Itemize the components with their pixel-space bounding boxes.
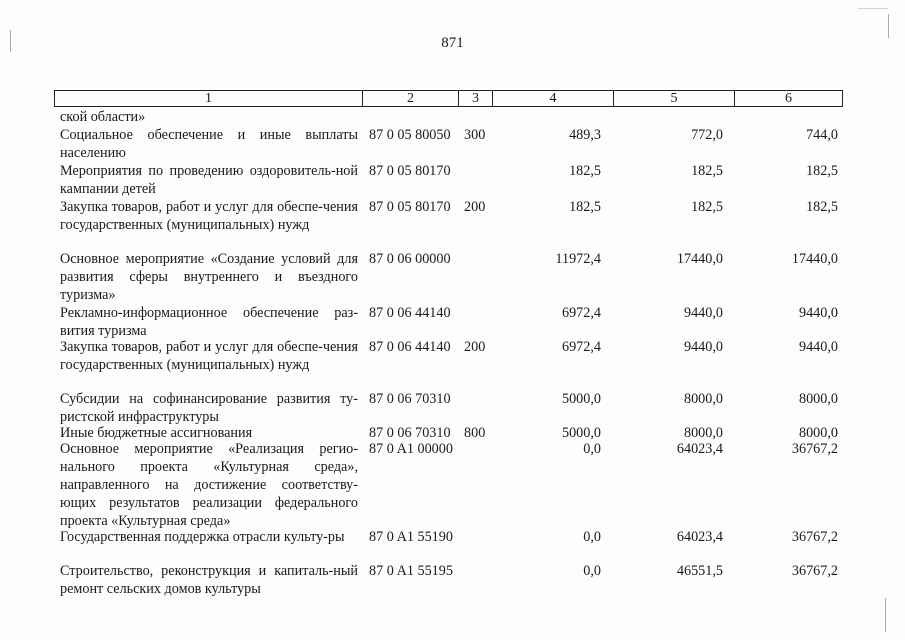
- row-value-1: 11972,4: [555, 251, 601, 267]
- row-type: 800: [464, 425, 486, 441]
- row-name: ской области»: [60, 109, 146, 125]
- header-col-3: 3: [459, 91, 493, 106]
- row-value-3: 744,0: [806, 127, 838, 143]
- row-value-2: 8000,0: [683, 425, 723, 441]
- header-col-4: 4: [493, 91, 614, 106]
- row-value-3: 17440,0: [791, 251, 838, 267]
- row-code: 87 0 06 44140: [369, 305, 451, 321]
- row-value-1: 182,5: [569, 163, 601, 179]
- row-type: 200: [464, 199, 486, 215]
- row-name: Государственная поддержка отрасли культу-ры: [60, 529, 345, 545]
- table-header: [54, 90, 843, 107]
- scan-mark: [10, 30, 11, 52]
- row-value-1: 0,0: [583, 529, 601, 545]
- row-value-2: 8000,0: [683, 391, 723, 407]
- row-code: 87 0 05 80050: [369, 127, 451, 143]
- row-type: 300: [464, 127, 486, 143]
- row-value-2: 17440,0: [676, 251, 723, 267]
- row-code: 87 0 A1 55190: [369, 529, 453, 545]
- row-code: 87 0 A1 00000: [369, 441, 453, 457]
- row-code: 87 0 05 80170: [369, 199, 451, 215]
- row-value-1: 5000,0: [561, 391, 601, 407]
- row-value-3: 182,5: [806, 199, 838, 215]
- row-name: Мероприятия по проведению оздоровитель-ной кампании детей: [60, 163, 358, 197]
- row-code: 87 0 06 70310: [369, 425, 451, 441]
- row-value-1: 6972,4: [561, 305, 601, 321]
- row-value-3: 36767,2: [791, 529, 838, 545]
- header-col-5: 5: [614, 91, 735, 106]
- scan-mark: [858, 8, 888, 9]
- row-value-3: 8000,0: [798, 391, 838, 407]
- header-col-6: 6: [785, 91, 792, 106]
- row-name: Закупка товаров, работ и услуг для обеспе-чения государственных (муниципальных) нужд: [60, 339, 358, 373]
- row-value-3: 182,5: [806, 163, 838, 179]
- row-name: Закупка товаров, работ и услуг для обеспе-чения государственных (муниципальных) нужд: [60, 199, 358, 233]
- row-value-3: 9440,0: [798, 339, 838, 355]
- row-value-2: 64023,4: [676, 529, 723, 545]
- row-value-1: 489,3: [569, 127, 601, 143]
- row-code: 87 0 A1 55195: [369, 563, 453, 579]
- row-value-1: 0,0: [583, 441, 601, 457]
- row-code: 87 0 05 80170: [369, 163, 451, 179]
- row-name: Основное мероприятие «Создание условий для развития сферы внутреннего и въездного туризма»: [60, 251, 358, 303]
- row-value-3: 36767,2: [791, 563, 838, 579]
- header-col-2: 2: [363, 91, 459, 106]
- row-code: 87 0 06 00000: [369, 251, 451, 267]
- row-name: Социальное обеспечение и иные выплаты населению: [60, 127, 358, 161]
- scan-mark: [885, 598, 886, 632]
- row-value-2: 9440,0: [683, 305, 723, 321]
- header-col-1: 1: [55, 91, 363, 106]
- row-value-2: 46551,5: [676, 563, 723, 579]
- row-code: 87 0 06 70310: [369, 391, 451, 407]
- row-value-3: 36767,2: [791, 441, 838, 457]
- row-value-3: 8000,0: [798, 425, 838, 441]
- row-type: 200: [464, 339, 486, 355]
- row-name: Иные бюджетные ассигнования: [60, 425, 253, 441]
- row-value-1: 0,0: [583, 563, 601, 579]
- row-value-3: 9440,0: [798, 305, 838, 321]
- scan-mark: [888, 14, 889, 38]
- page-number: 871: [441, 35, 464, 51]
- row-value-1: 6972,4: [561, 339, 601, 355]
- row-name: Основное мероприятие «Реализация регио-нального проекта «Культурная среда», направленного на достижение соответству-ющих результатов реализации федерального проекта «Культурная среда»: [60, 441, 358, 529]
- row-value-1: 5000,0: [561, 425, 601, 441]
- row-name: Рекламно-информационное обеспечение раз-вития туризма: [60, 305, 358, 339]
- row-name: Строительство, реконструкция и капиталь-ный ремонт сельских домов культуры: [60, 563, 358, 597]
- row-value-2: 182,5: [691, 199, 723, 215]
- row-value-2: 64023,4: [676, 441, 723, 457]
- row-code: 87 0 06 44140: [369, 339, 451, 355]
- row-value-1: 182,5: [569, 199, 601, 215]
- row-value-2: 9440,0: [683, 339, 723, 355]
- row-name: Субсидии на софинансирование развития ту-ристской инфраструктуры: [60, 391, 358, 425]
- row-value-2: 182,5: [691, 163, 723, 179]
- row-value-2: 772,0: [691, 127, 723, 143]
